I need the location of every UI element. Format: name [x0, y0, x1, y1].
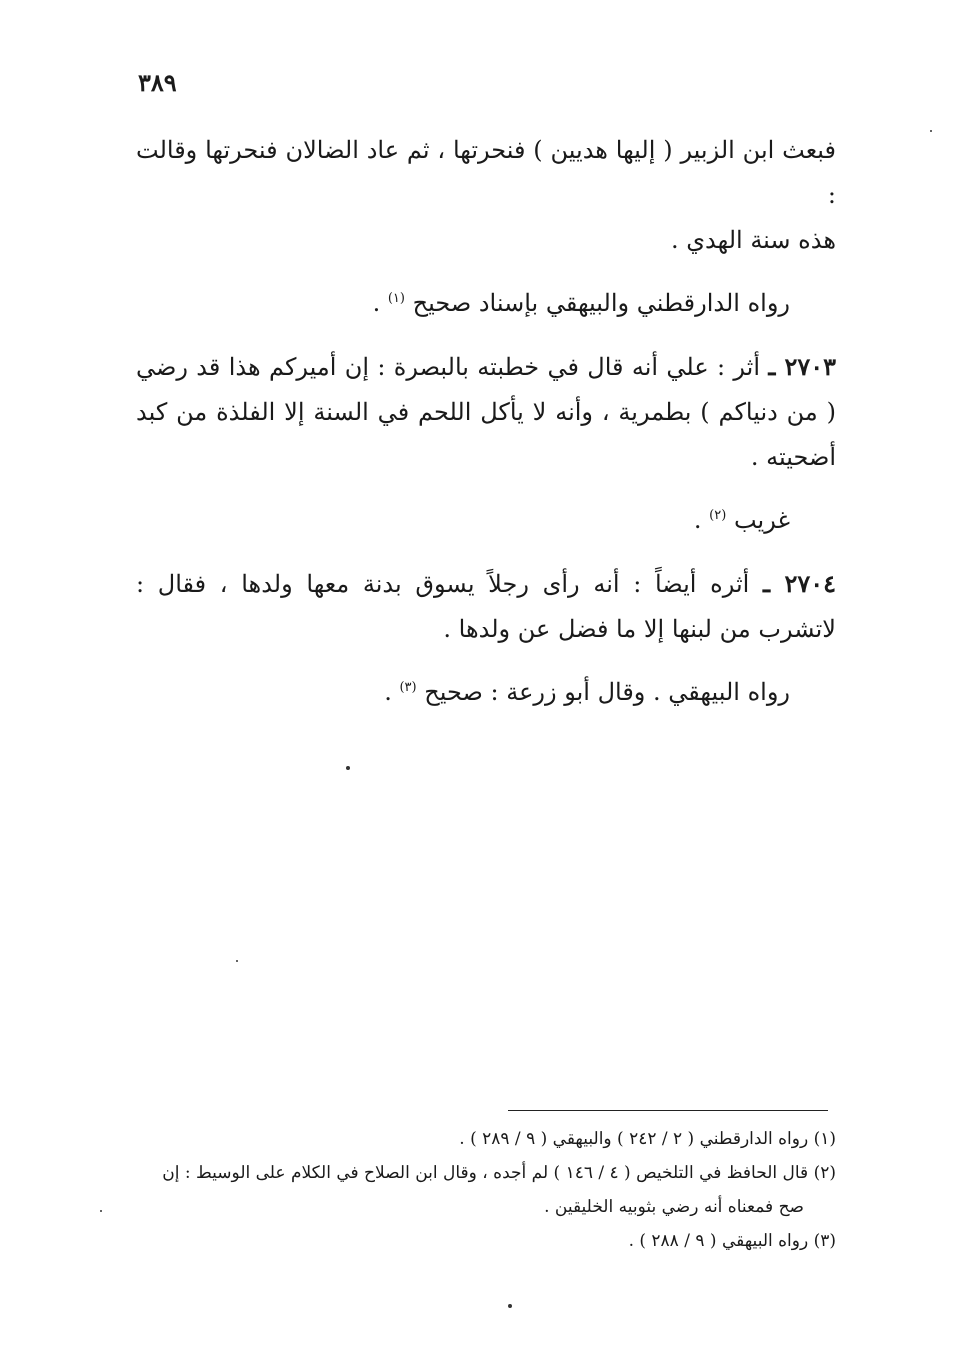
entry-number-2704: ٢٧٠٤ ـ [763, 569, 837, 598]
footnote-3: (٣) رواه البيهقي ( ٩ / ٢٨٨ ) . [628, 1231, 836, 1251]
paragraph-1-line-1: فبعث ابن الزبير ( إليها هديين ) فنحرتها ، ثم عاد الضالان فنحرتها وقالت : [136, 136, 836, 209]
paragraph-2-text: رواه الدارقطني والبيهقي بإسناد صحيح [412, 289, 790, 317]
paragraph-2 [136, 281, 836, 326]
entry-2704-text: أثره أيضاً : أنه رأى رجلاً يسوق بدنة معها ولدها ، فقال : لاتشرب من لبنها إلا ما فضل عن ولدها . [136, 570, 836, 643]
footnote-ref-1: (١) [387, 291, 405, 306]
paragraph-4 [136, 498, 836, 543]
paragraph-2-end: . [372, 289, 388, 317]
main-text [136, 128, 836, 733]
scan-speck [508, 1304, 512, 1308]
scan-speck [100, 1210, 102, 1212]
scan-speck [236, 960, 238, 962]
footnotes [136, 1122, 836, 1258]
entry-2703 [136, 344, 836, 480]
paragraph-1-line-2: هذه سنة الهدي . [671, 226, 836, 254]
entry-number-2703: ٢٧٠٣ ـ [768, 352, 836, 381]
footnote-separator [508, 1110, 828, 1111]
scan-speck [346, 766, 350, 770]
paragraph-6-end: . [384, 678, 400, 706]
scan-speck [930, 130, 932, 132]
footnote-ref-3: (٣) [399, 680, 417, 695]
paragraph-6 [136, 670, 836, 715]
paragraph-4-text: غريب [733, 506, 790, 534]
page-number: ٣٨٩ [138, 68, 177, 97]
entry-2704 [136, 561, 836, 652]
entry-2703-text: أثر : علي أنه قال في خطبته بالبصرة : إن أميركم هذا قد رضي ( من دنياكم ) بطمرية ، وأنه لا يأكل اللحم في السنة إلا الفلذة من كبد أضحيته . [136, 353, 836, 471]
footnote-2-line-1: (٢) قال الحافظ في التلخيص ( ٤ / ١٤٦ ) لم أجده ، وقال ابن الصلاح في الكلام على الوسيط : إن [162, 1163, 836, 1183]
footnote-1: (١) رواه الدارقطني ( ٢ / ٢٤٢ ) والبيهقي ( ٩ / ٢٨٩ ) . [459, 1129, 836, 1149]
footnote-2-line-2: صح فمعناه أنه رضي بثوبيه الخليقين . [544, 1197, 804, 1217]
footnote-ref-2: (٢) [709, 508, 727, 523]
paragraph-4-end: . [693, 506, 710, 534]
paragraph-6-text: رواه البيهقي . وقال أبو زرعة : صحيح [424, 678, 790, 706]
